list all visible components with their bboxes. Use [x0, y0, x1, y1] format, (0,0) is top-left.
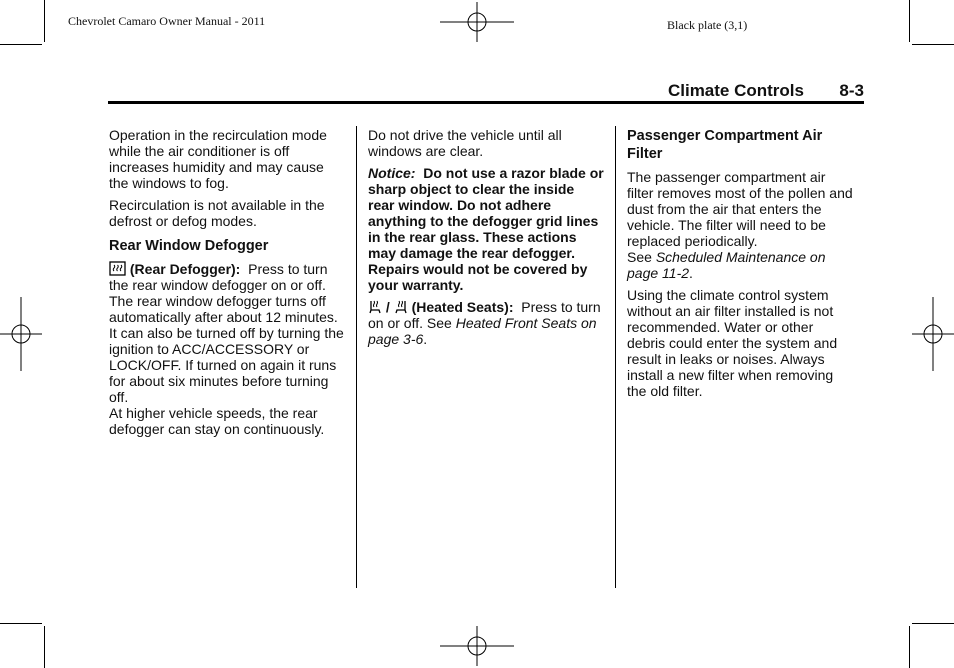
crop-mark [912, 623, 954, 624]
section-title: Climate Controls [667, 81, 804, 100]
defogger-label: (Rear Defogger): [129, 261, 241, 277]
registration-mark-icon [440, 2, 514, 42]
column-divider [356, 126, 357, 588]
column-2 [368, 127, 604, 353]
crop-mark [44, 626, 45, 668]
crop-mark [909, 626, 910, 668]
page-number: 8-3 [839, 81, 864, 100]
crop-mark [0, 44, 42, 45]
heated-seat-icon [394, 299, 408, 314]
heated-seats-text: Press to turn on or off. See [368, 299, 601, 331]
registration-mark-icon [440, 626, 514, 666]
paragraph [109, 261, 344, 437]
crop-mark [0, 623, 42, 624]
punctuation: . [423, 331, 428, 347]
slug-manual-title: Chevrolet Camaro Owner Manual - 2011 [68, 14, 266, 28]
column-3 [627, 127, 853, 405]
heated-seat-icon [368, 299, 382, 314]
column-divider [615, 126, 616, 588]
notice-label: Notice: [368, 165, 416, 181]
defogger-text: Press to turn the rear window defogger on or off. The rear window defogger turns off automatically after about 12 minutes. It can also be turned off by turning the ignition to ACC/ACCESSORY or LOCK/OFF. If turned on again it runs for about six minutes before turning off. [109, 261, 344, 405]
notice-paragraph [368, 165, 604, 293]
see-text: See [627, 249, 652, 265]
punctuation: . [689, 265, 693, 281]
paragraph: Operation in the recirculation mode while the air conditioner is off increases humidity and may cause the windows to fog. [109, 127, 327, 191]
heated-seats-reference: Heated Front Seats on page 3-6 [368, 315, 597, 347]
rear-defogger-icon [109, 261, 126, 276]
header-rule [108, 101, 864, 104]
paragraph: Do not drive the vehicle until all windows are clear. [368, 127, 562, 159]
section-heading: Rear Window Defogger [109, 238, 269, 254]
maintenance-reference: Scheduled Maintenance on page 11-2 [627, 249, 826, 281]
notice-text: Do not use a razor blade or sharp object to clear the inside rear window. Do not adhere anything to the defogger grid lines in the rear glass. These actions may damage the rear defogger. Repairs would not be covered by your warranty. [368, 165, 604, 293]
crop-mark [44, 0, 45, 42]
filter-text: The passenger compartment air filter removes most of the pollen and dust from the air that enters the vehicle. The filter will need to be replaced periodically. [627, 169, 853, 249]
defogger-speed-text: At higher vehicle speeds, the rear defogger can stay on continuously. [109, 405, 325, 437]
section-heading: Passenger Compartment Air Filter [627, 128, 823, 162]
crop-mark [909, 0, 910, 42]
paragraph: Using the climate control system without an air filter installed is not recommended. Water or other debris could enter the system and result in leaks or noises. Always install a new filter when removing the old filter. [627, 287, 838, 399]
slug-plate-info: Black plate (3,1) [667, 18, 748, 32]
paragraph: Recirculation is not available in the defrost or defog modes. [109, 197, 325, 229]
registration-mark-icon [0, 297, 42, 371]
icon-separator: / [385, 299, 390, 315]
column-1 [109, 127, 344, 443]
paragraph [368, 299, 604, 347]
paragraph [627, 169, 853, 281]
heated-seats-label: (Heated Seats): [411, 299, 514, 315]
crop-mark [912, 44, 954, 45]
registration-mark-icon [912, 297, 954, 371]
